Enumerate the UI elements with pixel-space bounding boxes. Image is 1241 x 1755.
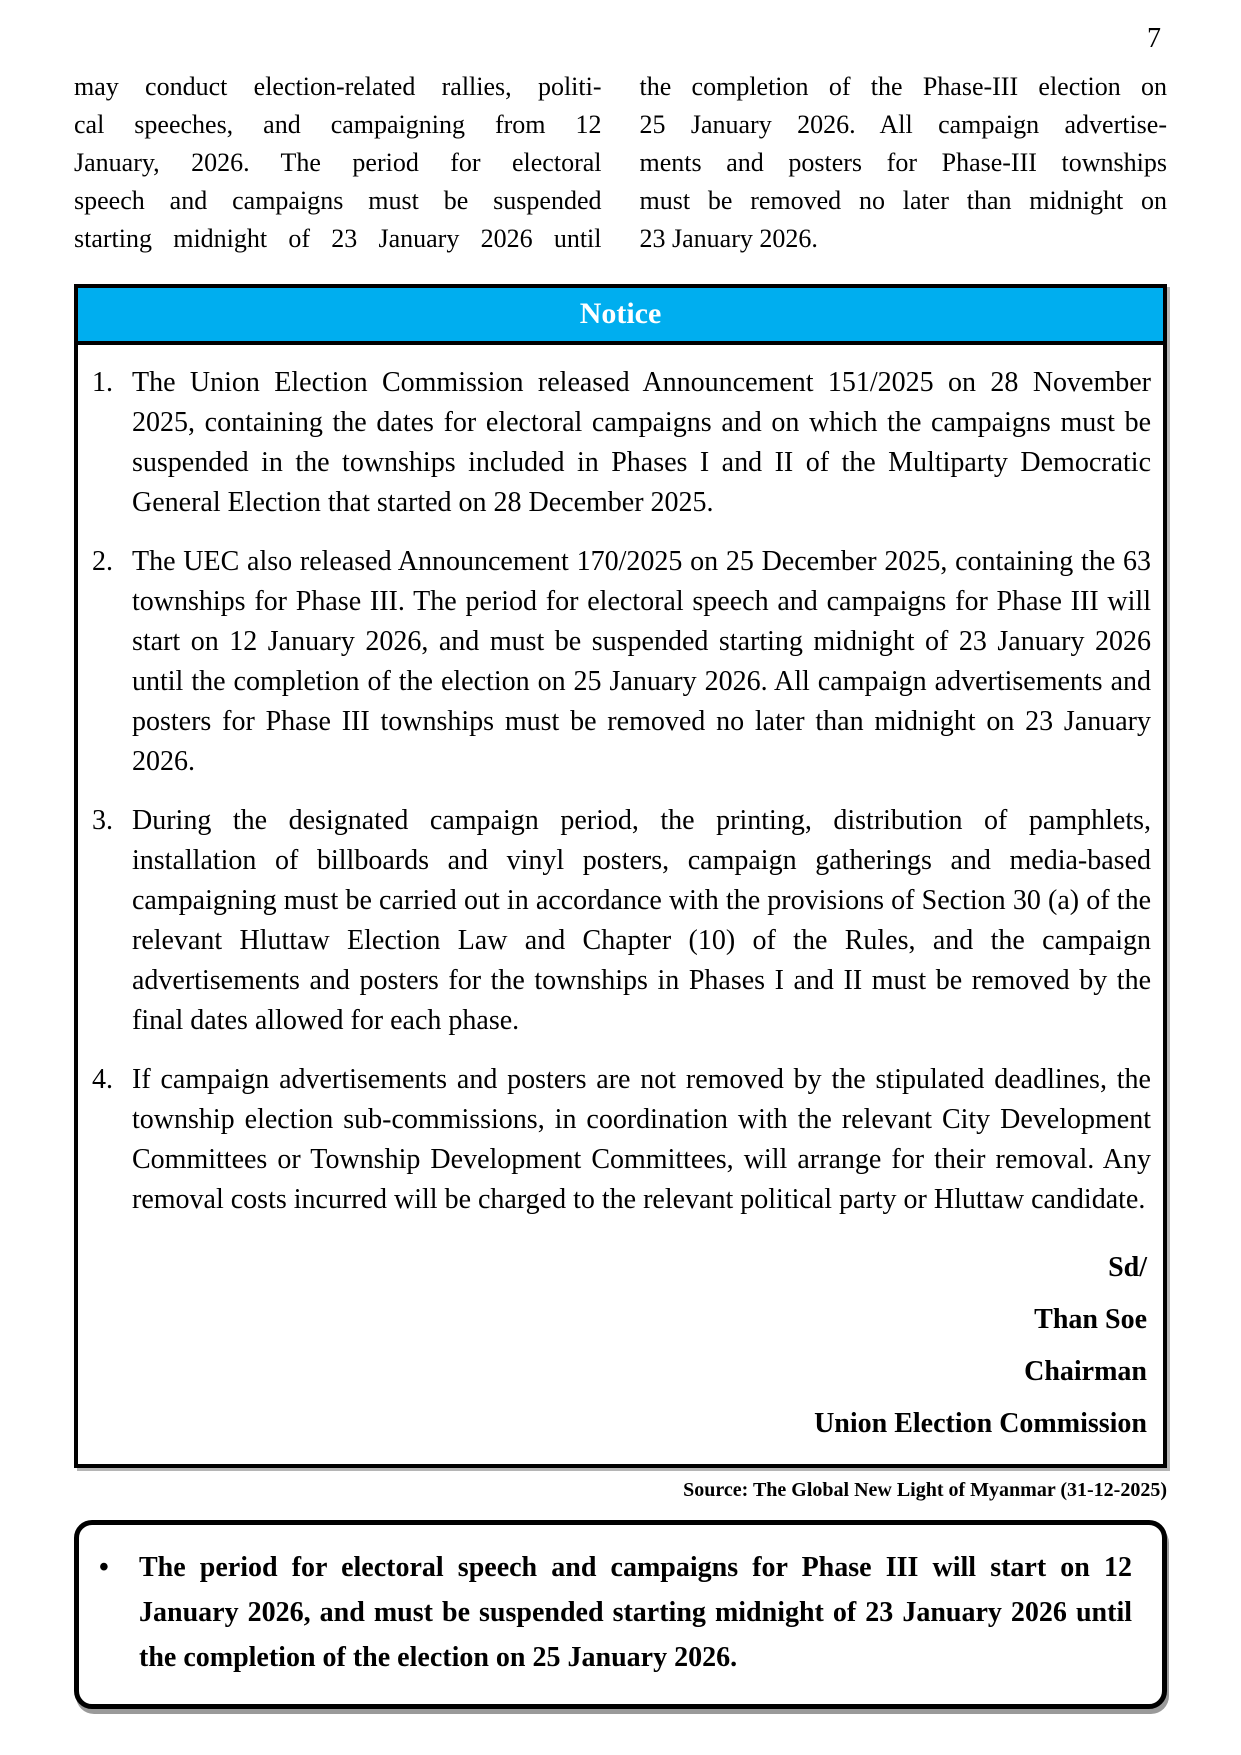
notice-item-text: If campaign advertisements and posters are not removed by the stipulated deadlines, the township election sub-commissions, in coordination with the relevant City Development Committees or Township Development Committees, will arrange for their removal. Any removal costs incurred will be charged to the relevant political party or Hluttaw candidate. (132, 1064, 1151, 1215)
intro-text-line: 23 January 2026. (639, 224, 818, 253)
notice-item-number: 3. (92, 805, 113, 836)
notice-item-number: 2. (92, 546, 113, 577)
intro-text-line: speech and campaigns must be suspended (74, 186, 602, 215)
notice-body (78, 345, 1163, 1464)
intro-text-line: January, 2026. The period for electoral (74, 148, 602, 177)
notice-item-text: The Union Election Commission released Announcement 151/2025 on 28 November 2025, containing the dates for electoral campaigns and on which the campaigns must be suspended in the townships included in Phases I and II of the Multiparty Democratic General Election that started on 28 December 2025. (132, 367, 1151, 518)
notice-item (92, 801, 1151, 1041)
signature-organization: Union Election Commission (814, 1408, 1147, 1439)
intro-columns (74, 68, 1167, 258)
intro-text-line: cal speeches, and campaigning from 12 (74, 110, 602, 139)
source-attribution: Source: The Global New Light of Myanmar (31-12-2025) (683, 1479, 1167, 1501)
notice-item-text: During the designated campaign period, the printing, distribution of pamphlets, installation of billboards and vinyl posters, campaign gatherings and media-based campaigning must be carried out in accordance with the provisions of Section 30 (a) of the relevant Hluttaw Election Law and Chapter (10) of the Rules, and the campaign advertisements and posters for the townships in Phases I and II must be removed by the final dates allowed for each phase. (132, 805, 1151, 1036)
notice-item-text: The UEC also released Announcement 170/2025 on 25 December 2025, containing the 63 townships for Phase III. The period for electoral speech and campaigns for Phase III will start on 12 January 2026, and must be suspended starting midnight of 23 January 2026 until the completion of the election on 25 January 2026. All campaign advertisements and posters for Phase III townships must be removed no later than midnight on 23 January 2026. (132, 546, 1151, 777)
signature-title: Chairman (1024, 1356, 1147, 1387)
intro-text-line: the completion of the Phase-III election on (639, 72, 1167, 101)
intro-right-column (640, 68, 1168, 258)
signature-sd: Sd/ (1108, 1252, 1147, 1283)
signature-name: Than Soe (1034, 1304, 1147, 1335)
notice-box (74, 284, 1167, 1468)
notice-item (92, 363, 1151, 523)
notice-title: Notice (579, 297, 662, 330)
bullet-icon: • (99, 1552, 109, 1583)
signature-block (92, 1248, 1151, 1444)
summary-text: The period for electoral speech and campaigns for Phase III will start on 12 January 2026, and must be suspended starting midnight of 23 January 2026 until the completion of the election on 25 January 2026. (139, 1552, 1132, 1673)
page-number: 7 (1147, 23, 1161, 54)
summary-box (74, 1520, 1167, 1709)
intro-text-line: must be removed no later than midnight on (639, 186, 1167, 215)
notice-item (92, 542, 1151, 782)
intro-text-line: 25 January 2026. All campaign advertise- (639, 110, 1167, 139)
notice-item-list (92, 363, 1151, 1220)
notice-header (78, 288, 1163, 345)
intro-text-line: may conduct election-related rallies, politi- (74, 72, 602, 101)
notice-item-number: 1. (92, 367, 113, 398)
intro-left-column (74, 68, 602, 258)
intro-text-line: ments and posters for Phase-III townships (639, 148, 1167, 177)
intro-text-line: starting midnight of 23 January 2026 until (74, 224, 602, 253)
notice-item (92, 1060, 1151, 1220)
notice-item-number: 4. (92, 1064, 113, 1095)
